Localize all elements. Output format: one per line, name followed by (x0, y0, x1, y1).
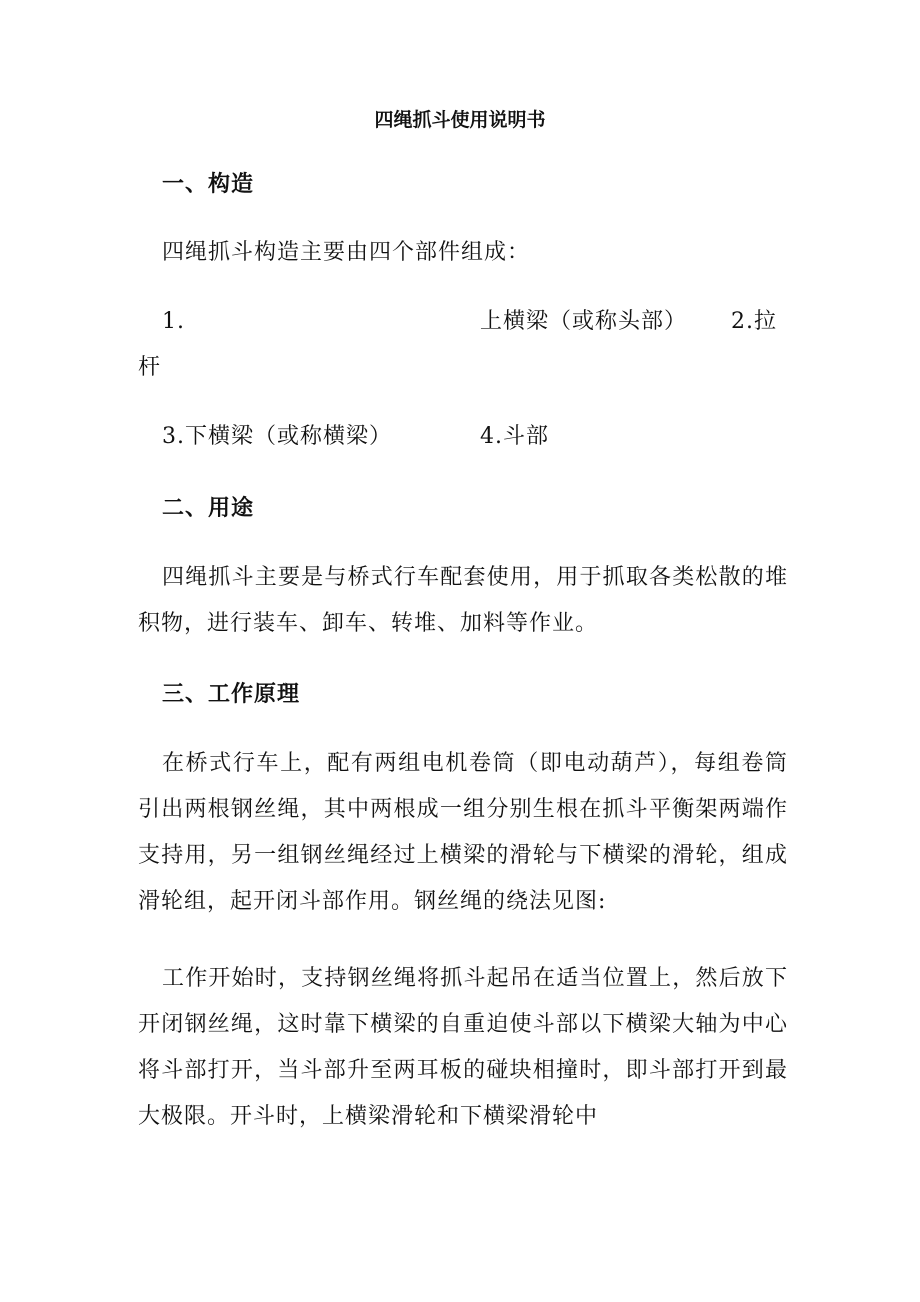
structure-intro: 四绳抓斗构造主要由四个部件组成： (162, 240, 531, 265)
component-item-4: 4.斗部 (480, 424, 549, 449)
component-item-1-number: 1. (162, 309, 185, 334)
document-title: 四绳抓斗使用说明书 (374, 109, 546, 131)
section-heading-usage: 二、用途 (162, 495, 255, 521)
usage-paragraph: 四绳抓斗主要是与桥式行车配套使用，用于抓取各类松散的堆积物，进行装车、卸车、转堆、加料等作业。 (138, 565, 788, 636)
component-item-2-continuation: 杆 (138, 355, 162, 380)
section-heading-structure: 一、构造 (162, 171, 255, 197)
principle-paragraph-2: 工作开始时，支持钢丝绳将抓斗起吊在适当位置上，然后放下开闭钢丝绳，这时靠下横梁的自重迫使斗部以下横梁大轴为中心将斗部打开，当斗部升至两耳板的碰块相撞时，即斗部打开到最大极限。开斗时，上横梁滑轮和下横梁滑轮中 (138, 966, 788, 1129)
component-item-2-number: 2.拉 (731, 309, 777, 334)
component-item-3: 3.下横梁（或称横梁） (162, 424, 392, 449)
section-heading-principle: 三、工作原理 (162, 681, 301, 707)
principle-paragraph-1: 在桥式行车上，配有两组电机卷筒（即电动葫芦），每组卷筒引出两根钢丝绳，其中两根成一组分别生根在抓斗平衡架两端作支持用，另一组钢丝绳经过上横梁的滑轮与下横梁的滑轮，组成滑轮组，起开闭斗部作用。钢丝绳的绕法见图: (138, 751, 788, 914)
component-item-1-text: 上横梁（或称头部） (480, 309, 688, 334)
